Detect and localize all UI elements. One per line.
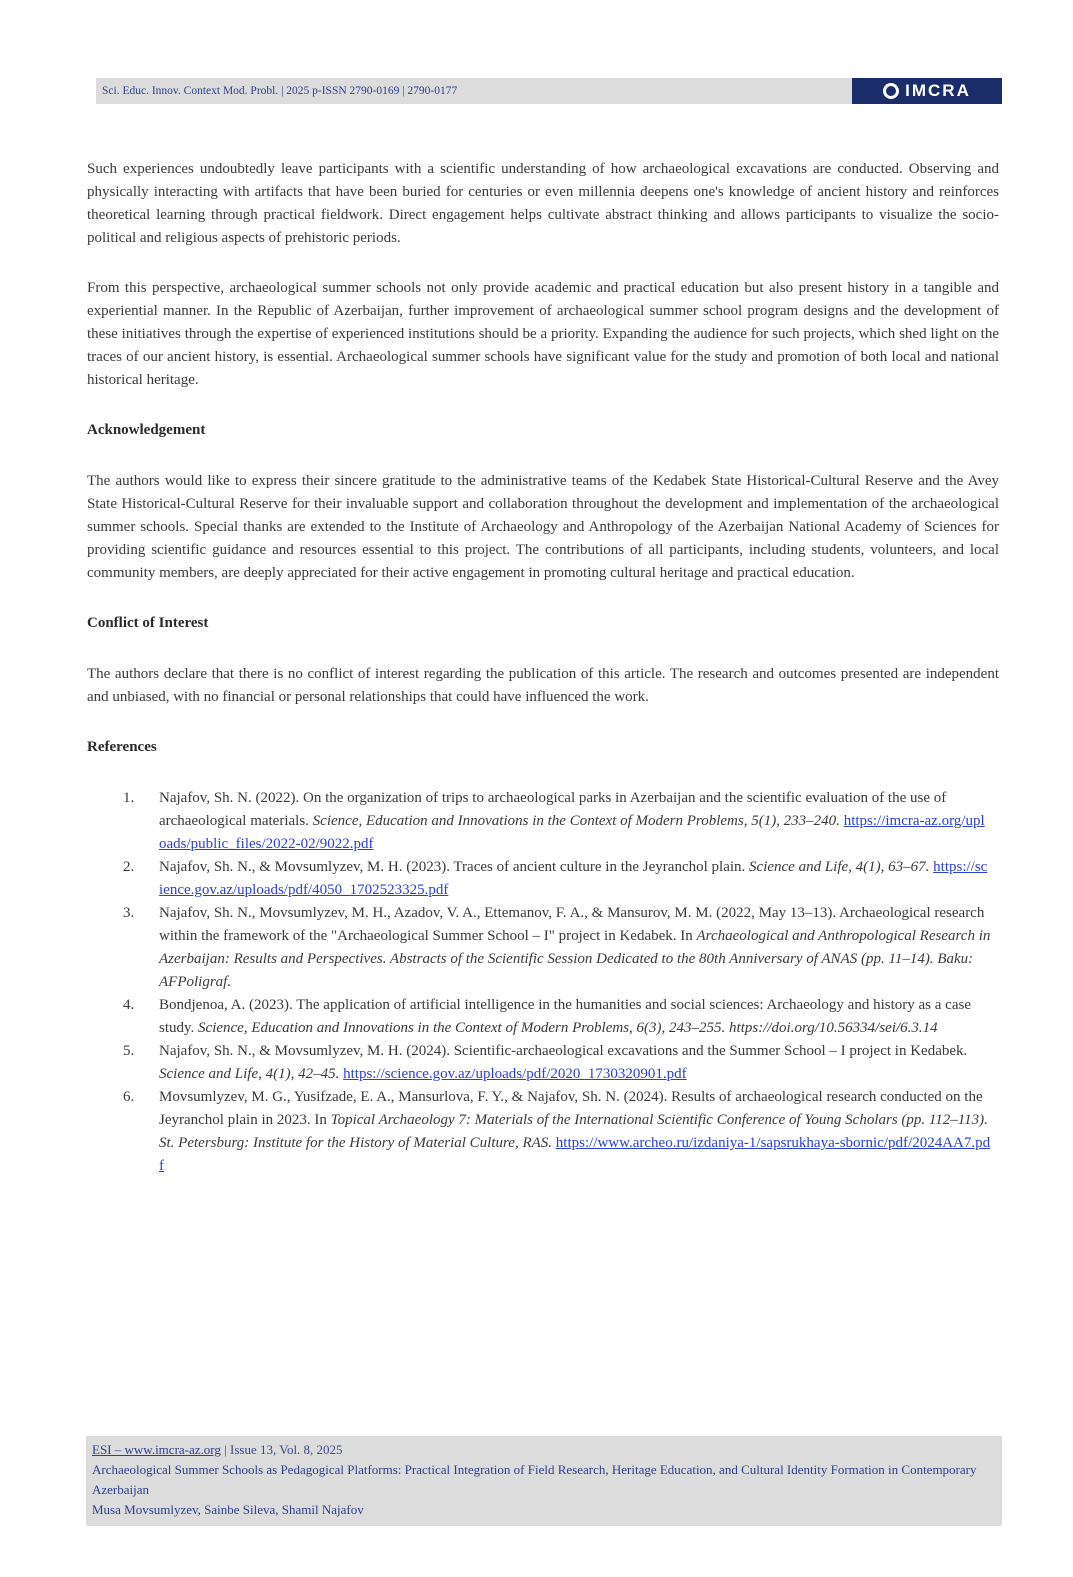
reference-link[interactable]: https://imcra-az.org/uploads/public_files/2022-02/9022.pdf	[159, 813, 985, 852]
logo-text: IMCRA	[905, 81, 971, 100]
page-header	[96, 78, 1002, 104]
footer-issue-line	[92, 1440, 996, 1460]
acknowledgement-heading: Acknowledgement	[87, 422, 206, 438]
reference-link[interactable]: https://www.archeo.ru/izdaniya-1/sapsrukhaya-sbornic/pdf/2024AA7.pdf	[159, 1135, 991, 1174]
footer-issue: | Issue 13, Vol. 8, 2025	[220, 1442, 343, 1457]
body-paragraph-1: Such experiences undoubtedly leave participants with a scientific understanding of how archaeological excavations are conducted. Observing and physically interacting with artifacts that have been buried for centuries or even millennia deepens one's knowledge of ancient history and reinforces theoretical learning through practical fieldwork. Direct engagement helps cultivate abstract thinking and allows participants to visualize the socio-political and religious aspects of prehistoric periods.	[87, 161, 999, 246]
footer-article-title: Archaeological Summer Schools as Pedagogical Platforms: Practical Integration of Field Research, Heritage Education, and Cultural Identity Formation in Contemporary Azerbaijan	[92, 1462, 977, 1497]
reference-link[interactable]: https://science.gov.az/uploads/pdf/4050_1702523325.pdf	[159, 859, 988, 898]
acknowledgement-text: The authors would like to express their sincere gratitude to the administrative teams of the Kedabek State Historical-Cultural Reserve and the Avey State Historical-Cultural Reserve for their invaluable support and collaboration throughout the development and implementation of the archaeological summer schools. Special thanks are extended to the Institute of Archaeology and Anthropology of the Azerbaijan National Academy of Sciences for providing scientific guidance and resources essential to this project. The contributions of all participants, including students, volunteers, and local community members, are deeply appreciated for their active engagement in promoting cultural heritage and practical education.	[87, 473, 999, 581]
reference-item: 6. Movsumlyzev, M. G., Yusifzade, E. A., Mansurlova, F. Y., & Najafov, Sh. N. (2024). Results of archaeological research conducted on the Jeyranchol plain in 2023. In Topical Archaeology 7: Materials of the International Scientific Conference of Young Scholars (pp. 112–113). St. Petersburg: Institute for the History of Material Culture, RAS. https://www.archeo.ru/izdaniya-1/sapsrukhaya-sbornic/pdf/2024AA7.pdf	[123, 1089, 991, 1174]
footer-site-link[interactable]: ESI – www.imcra-az.org	[92, 1442, 221, 1457]
reference-item: 3. Najafov, Sh. N., Movsumlyzev, M. H., Azadov, V. A., Ettemanov, F. A., & Mansurov, M. M. (2022, May 13–13). Archaeological research within the framework of the "Archaeological Summer School – I" project in Kedabek. In Archaeological and Anthropological Research in Azerbaijan: Results and Perspectives. Abstracts of the Scientific Session Dedicated to the 80th Anniversary of ANAS (pp. 11–14). Baku: AFPoligraf.	[123, 905, 991, 990]
footer-authors: Musa Movsumlyzev, Sainbe Sileva, Shamil Najafov	[92, 1502, 364, 1517]
reference-item: 5. Najafov, Sh. N., & Movsumlyzev, M. H. (2024). Scientific-archaeological excavations and the Summer School – I project in Kedabek. Science and Life, 4(1), 42–45. https://science.gov.az/uploads/pdf/2020_1730320901.pdf	[123, 1043, 968, 1082]
body-paragraph-2: From this perspective, archaeological summer schools not only provide academic and practical education but also present history in a tangible and experiential manner. In the Republic of Azerbaijan, further improvement of archaeological summer school program designs and the development of these initiatives through the expertise of experienced institutions should be a priority. Expanding the audience for such projects, which shed light on the traces of our ancient history, is essential. Archaeological summer schools have significant value for the study and promotion of both local and national historical heritage.	[87, 280, 999, 388]
reference-item: 1. Najafov, Sh. N. (2022). On the organization of trips to archaeological parks in Azerbaijan and the scientific evaluation of the use of archaeological materials. Science, Education and Innovations in the Context of Modern Problems, 5(1), 233–240. https://imcra-az.org/uploads/public_files/2022-02/9022.pdf	[123, 790, 985, 852]
reference-item: 2. Najafov, Sh. N., & Movsumlyzev, M. H. (2023). Traces of ancient culture in the Jeyranchol plain. Science and Life, 4(1), 63–67. https://science.gov.az/uploads/pdf/4050_1702523325.pdf	[123, 859, 988, 898]
conflict-heading: Conflict of Interest	[87, 615, 209, 631]
references-heading: References	[87, 739, 157, 755]
page-footer	[86, 1436, 1002, 1526]
reference-list	[87, 787, 999, 1178]
conflict-text: The authors declare that there is no conflict of interest regarding the publication of this article. The research and outcomes presented are independent and unbiased, with no financial or personal relationships that could have influenced the work.	[87, 666, 999, 705]
circle-logo-mark-icon	[883, 83, 899, 99]
journal-citation: Sci. Educ. Innov. Context Mod. Probl. | 2025 p-ISSN 2790-0169 | 2790-0177	[102, 85, 458, 97]
reference-item: 4. Bondjenoa, A. (2023). The application of artificial intelligence in the humanities and social sciences: Archaeology and history as a case study. Science, Education and Innovations in the Context of Modern Problems, 6(3), 243–255. https://doi.org/10.56334/sei/6.3.14	[123, 997, 971, 1036]
publisher-logo[interactable]	[852, 78, 1002, 104]
reference-link[interactable]: https://science.gov.az/uploads/pdf/2020_1730320901.pdf	[343, 1066, 687, 1082]
article-body	[87, 158, 999, 1178]
